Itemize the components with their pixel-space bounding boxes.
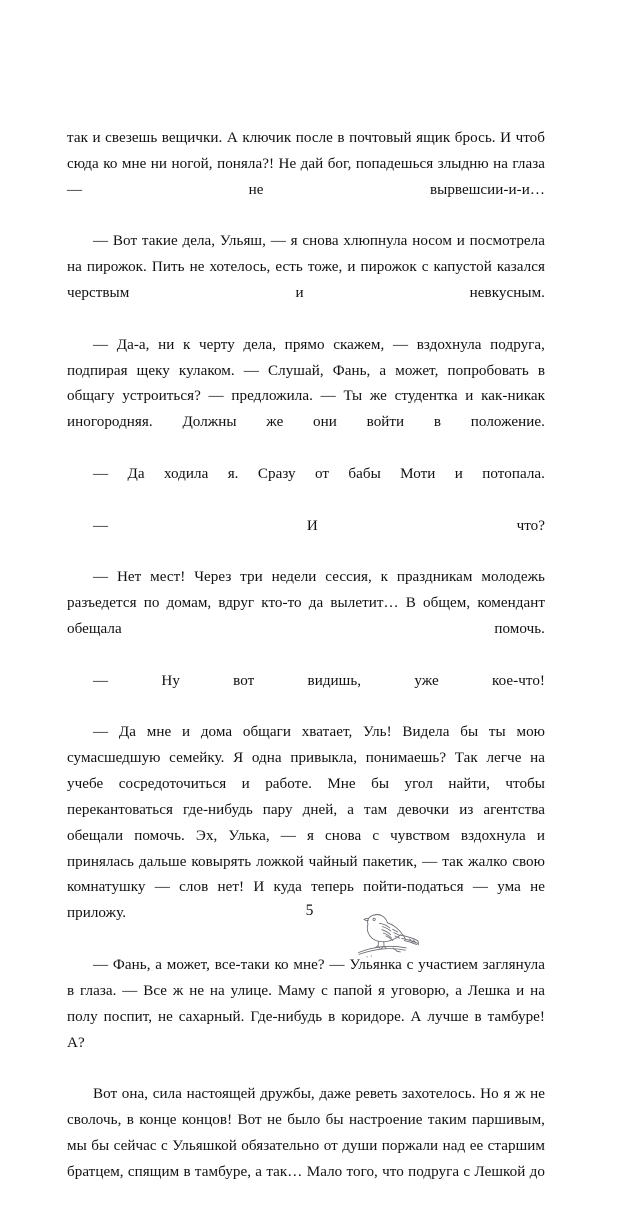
paragraph: Вот она, сила настоящей дружбы, даже реветь захотелось. Но я ж не сволочь, в конце концов! Вот не было бы настроение таким паршивым, мы бы сейчас с Ульяшкой обязательно от души поржали над ее старшим братцем, спящим в тамбуре, а так… Мало того, что подруга с Лешкой до xyxy=(67,1086,545,1180)
paragraph: — Вот такие дела, Ульяш, — я снова хлюпнула носом и посмотрела на пирожок. Пить не хотелось, есть тоже, и пирожок с капустой казался черствым и невкусным. xyxy=(67,233,545,302)
paragraph: — Да-а, ни к черту дела, прямо скажем, — вздохнула подруга, подпирая щеку кулаком. — Слушай, Фань, а может, попробовать в общагу устроиться? — предложила. — Ты же студентка и как-никак иногородняя. Должны же они войти в положение. xyxy=(67,336,545,431)
paragraph: — Фань, а может, все-таки ко мне? — Ульянка с участием заглянула в глаза. — Все ж не на улице. Маму с папой я уговорю, а Лешка и на полу поспит, не сахарный. Где-нибудь в коридоре. А лучше в тамбуре! А? xyxy=(67,957,545,1051)
paragraph: — И что? xyxy=(93,517,545,534)
page-text-body xyxy=(67,126,545,1211)
paragraph: — Да ходила я. Сразу от бабы Моти и потопала. xyxy=(93,465,545,482)
paragraph: так и свезешь вещички. А ключик после в почтовый ящик брось. И чтоб сюда ко мне ни ногой, поняла?! Не дай бог, попадешься злыдню на глаза — не вырвешсии-и-и… xyxy=(67,130,545,198)
paragraph: — Да мне и дома общаги хватает, Уль! Видела бы ты мою сумасшедшую семейку. Я одна привыкла, понимаешь? Так легче на учебе сосредоточиться и работе. Мне бы угол найти, чтобы перекантоваться где-нибудь пару дней, а там девочки из агентства обещали помочь. Эх, Улька, — я снова с чувством вздохнула и принялась дальше ковырять ложкой чайный пакетик, — так жалко свою комнатушку — слов нет! И куда теперь пойти-податься — ума не приложу. xyxy=(67,724,545,922)
paragraph: — Нет мест! Через три недели сессия, к праздникам молодежь разъедется по домам, вдруг кто-то да вылетит… В общем, комендант обещала помочь. xyxy=(67,569,545,638)
bird-on-branch-icon xyxy=(352,902,456,960)
paragraph: — Ну вот видишь, уже кое-что! xyxy=(93,672,545,689)
page-number: 5 xyxy=(305,902,314,919)
